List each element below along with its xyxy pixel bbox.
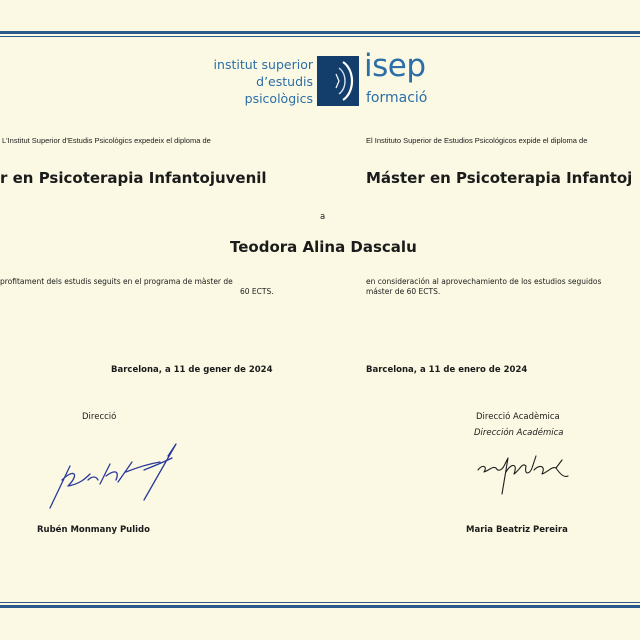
left-basis-line-2: 60 ECTS. <box>240 287 274 296</box>
right-basis-line-1: en consideración al aprovechamiento de los estudios seguidos <box>366 277 602 286</box>
left-intro: L'Institut Superior d'Estudis Psicològics expedeix el diploma de <box>2 136 211 145</box>
top-border-thin <box>0 36 640 37</box>
connector-to: a <box>320 212 326 222</box>
logo-line-2: d’estudis <box>256 74 313 89</box>
right-basis-line-2: máster de 60 ECTS. <box>366 287 441 296</box>
right-signer-role-es: Dirección Académica <box>474 428 564 438</box>
logo-emblem-icon <box>317 56 359 106</box>
left-date: Barcelona, a 11 de gener de 2024 <box>111 365 273 375</box>
left-signer-name: Rubén Monmany Pulido <box>37 525 150 535</box>
right-intro: El Instituto Superior de Estudios Psicológicos expide el diploma de <box>366 136 588 145</box>
right-date: Barcelona, a 11 de enero de 2024 <box>366 365 528 375</box>
isep-logo <box>213 48 433 110</box>
bottom-border-thick <box>0 605 640 608</box>
left-basis-line-1: profitament dels estudis seguits en el programa de màster de <box>0 277 233 286</box>
logo-brand: isep <box>364 48 426 84</box>
left-degree-title: r en Psicoterapia Infantojuvenil <box>0 169 267 187</box>
logo-line-1: institut superior <box>213 57 313 72</box>
logo-institution-text <box>173 56 313 107</box>
right-signer-name: Maria Beatriz Pereira <box>466 525 568 535</box>
right-degree-title: Máster en Psicoterapia Infantoj <box>366 169 633 187</box>
left-signature <box>40 440 185 512</box>
right-signature <box>472 448 572 500</box>
recipient-name: Teodora Alina Dascalu <box>230 238 417 256</box>
logo-line-3: psicològics <box>244 91 313 106</box>
bottom-border-thin <box>0 602 640 603</box>
logo-subtitle: formació <box>366 90 428 106</box>
top-border-thick <box>0 31 640 34</box>
left-signer-role: Direcció <box>82 412 117 422</box>
right-signer-role-ca: Direcció Acadèmica <box>476 412 560 422</box>
